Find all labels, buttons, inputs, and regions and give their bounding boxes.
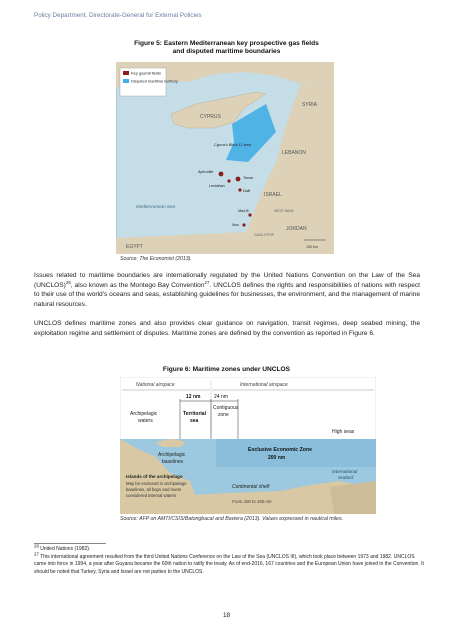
figure-6-source: Source: AFP on AMTI/CSIS/Batongbacal and Baviera (2013). Values expressed in nautical miles.	[120, 516, 343, 522]
footnote-26	[34, 543, 424, 554]
label-high-seas: High seas	[332, 429, 355, 435]
paragraph-2: UNCLOS defines maritime zones and also provides clear guidance on navigation, transit regimes, deep seabed mining, the exploitation regime and settlement of disputes. Maritime zones are defined by the convention as reported in Figure 6.	[34, 320, 420, 337]
gas-field-aphrodite	[219, 172, 224, 177]
label-intl-seabed-2: seabed	[338, 475, 354, 480]
label-archipelagic-waters-2: waters	[138, 418, 153, 424]
map-label-aphrodite: Aphrodite	[198, 170, 214, 174]
map-label-leviathan: Leviathan	[209, 184, 225, 188]
label-24nm: 24 nm	[214, 394, 228, 400]
label-islands-text-3: considered internal waters	[126, 493, 177, 498]
label-archipelagic-waters-1: Archipelagic	[130, 411, 158, 417]
map-label-west-bank: WEST BANK	[274, 209, 294, 213]
label-islands-text-2: baselines, all bays and rivers	[126, 487, 182, 492]
gas-field-tamar	[236, 177, 241, 182]
label-intl-seabed-1: International	[332, 469, 358, 474]
label-12nm: 12 nm	[186, 394, 201, 400]
figure-5-source: Source: The Economist (2013).	[120, 256, 192, 262]
map-label-noa: Noa	[232, 223, 239, 227]
figure-5-title-line2: and disputed maritime boundaries	[172, 48, 281, 56]
label-islands-title: Islands of the archipelago	[126, 474, 183, 479]
international-airspace-label: International airspace	[240, 382, 288, 388]
paragraph-1-part-a: Issues related to maritime boundaries are internationally regulated by the United Nations Convention on the Law of the Sea (UNCLOS)	[34, 272, 420, 289]
map-label-jordan: JORDAN	[286, 226, 307, 232]
footnote-26-text: United Nations (1982).	[40, 546, 91, 552]
label-territorial-sea-2: sea	[190, 418, 199, 424]
label-archipelagic-baselines-2: baselines	[162, 459, 184, 465]
label-contiguous-zone-1: Contiguous	[213, 405, 239, 411]
paragraph-1-part-c: . UNCLOS defines the rights and responsibilities of nations with respect to their use of the world's oceans and seas, establishing guidelines for businesses, the environment, and the management of marine natural resources.	[34, 281, 421, 309]
footnote-26-number: 26	[34, 543, 39, 549]
map-label-mari-b: Mari-B	[238, 209, 249, 213]
label-shelf-range: From 200 to 350 nm	[232, 499, 272, 504]
gas-field-mari-b	[248, 213, 251, 216]
footnote-27-number: 27	[34, 550, 39, 556]
gas-field-dalit	[238, 188, 241, 191]
footnote-rule	[34, 543, 106, 544]
legend-disputed-swatch	[123, 79, 129, 83]
figure-6-diagram	[120, 377, 376, 514]
footnotes	[34, 543, 424, 576]
figure-5-map	[116, 62, 334, 254]
footnote-27-text: This international agreement resulted from the third United Nations Conference on the Law of the Sea (UNCLOS III), which took place between 1973 and 1982. UNCLOS came into force in 1994, a year after Guyana became the 60th nation to ratify the treaty. As of end-2016, 167 countries and the European Union have joined in the Convention. It should be noted that Turkey, Syria and Israel are not parties to the UNCLOS.	[34, 553, 424, 575]
map-label-sea: Mediterranean Sea	[136, 204, 176, 209]
legend-disputed-label: Disputed maritime territory	[131, 78, 178, 84]
label-eez: Exclusive Economic Zone	[248, 447, 313, 453]
gas-field-noa	[242, 223, 245, 226]
label-contiguous-zone-2: zone	[218, 412, 229, 418]
map-label-dalit: Dalit	[243, 189, 251, 193]
page-number: 18	[222, 612, 231, 619]
map-label-egypt: EGYPT	[126, 244, 143, 250]
label-territorial-sea-1: Territorial	[183, 411, 206, 417]
label-continental-shelf: Continental shelf	[232, 484, 270, 490]
footnote-ref-27: 27	[204, 279, 210, 285]
footnote-27	[34, 550, 424, 577]
figure-5-title-line1: Figure 5: Eastern Mediterranean key prospective gas fields	[134, 40, 319, 47]
paragraph-1	[34, 271, 420, 310]
map-label-tamar: Tamar	[243, 176, 254, 180]
figure-6-title: Figure 6: Maritime zones under UNCLOS	[162, 366, 291, 373]
label-archipelagic-baselines-1: Archipelagic	[158, 452, 186, 458]
page-header: Policy Department, Directorate-General for External Policies	[34, 12, 202, 19]
map-scale-label: 100 km	[306, 245, 318, 249]
national-airspace-label: National airspace	[136, 382, 175, 388]
label-islands-text-1: May be enclosed in archipelago	[126, 481, 187, 486]
legend-gas-label: Key gas/oil fields	[131, 70, 162, 76]
footnote-ref-26: 26	[65, 279, 71, 285]
eez-band	[216, 439, 376, 467]
map-label-cyprus: CYPRUS	[200, 114, 221, 120]
figure-5-title	[0, 40, 453, 57]
map-label-syria: SYRIA	[302, 102, 318, 108]
paragraph-1-part-b: , also known as the Montego Bay Convention	[70, 281, 205, 289]
map-label-israel: ISRAEL	[264, 192, 282, 198]
legend-gas-swatch	[123, 71, 129, 75]
label-200nm: 200 nm	[268, 455, 286, 461]
map-label-gaza: GAZA STRIP	[254, 233, 274, 237]
gas-field-leviathan	[227, 179, 230, 182]
map-label-lebanon: LEBANON	[282, 150, 306, 156]
map-label-cyprus-block: Cyprus's Block 12 area	[214, 143, 251, 147]
